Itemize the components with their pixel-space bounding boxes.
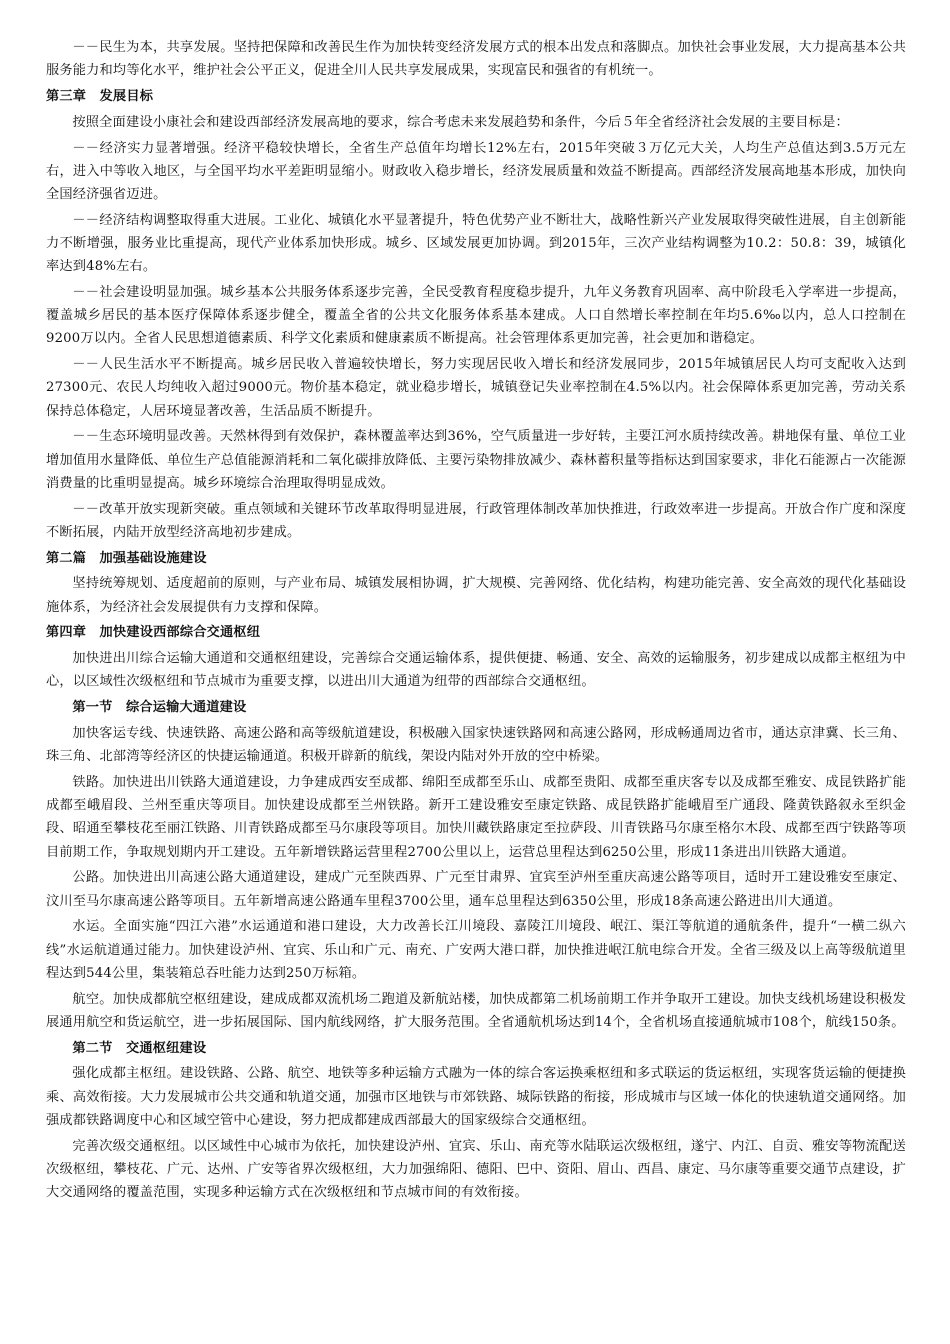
paragraph-reform-opening: －－改革开放实现新突破。重点领域和关键环节改革取得明显进展，行政管理体制改革加快推进，行政效率进一步提高。开放合作广度和深度不断拓展，内陆开放型经济高地初步建成。 (46, 501, 906, 540)
paragraph-social-construction: －－社会建设明显加强。城乡基本公共服务体系逐步完善，全民受教育程度稳步提升，九年义务教育巩固率、高中阶段毛入学率进一步提高，覆盖城乡居民的基本医疗保障体系逐步健全，覆盖全省的公共文化服务体系基本建成。人口自然增长率控制在年均5.6‰以内，总人口控制在9200万以内。全省人民思想道德素质、科学文化素质和健康素质不断提高。社会管理体系更加完善，社会更加和谐稳定。 (46, 285, 906, 347)
paragraph-ecology: －－生态环境明显改善。天然林得到有效保护，森林覆盖率达到36%，空气质量进一步好转，主要江河水质持续改善。耕地保有量、单位工业增加值用水量降低、单位生产总值能源消耗和二氧化碳排放降低、主要污染物排放减少、森林蓄积量等指标达到国家要求，非化石能源占一次能源消费量的比重明显提高。城乡环境综合治理取得明显成效。 (46, 429, 906, 491)
chapter-4-heading: 第四章 加快建设西部综合交通枢纽 (46, 625, 261, 641)
paragraph-secondary-hubs: 完善次级交通枢纽。以区域性中心城市为依托，加快建设泸州、宜宾、乐山、南充等水陆联运次级枢纽，遂宁、内江、自贡、雅安等物流配送次级枢纽，攀枝花、广元、达州、广安等省界次级枢纽，大力加强绵阳、德阳、巴中、资阳、眉山、西昌、康定、马尔康等重要交通节点建设，扩大交通网络的覆盖范围，实现多种运输方式在次级枢纽和节点城市间的有效衔接。 (46, 1138, 906, 1201)
section-1-heading: 第一节 综合运输大通道建设 (72, 700, 247, 716)
paragraph-economic-strength: －－经济实力显著增强。经济平稳较快增长，全省生产总值年均增长12%左右，2015年突破３万亿元大关，人均生产总值达到3.5万元左右，进入中等收入地区，与全国平均水平差距明显缩小。财政收入稳步增长，经济发展质量和效益不断提高。西部经济发展高地基本形成，加快向全国经济强省迈进。 (46, 140, 906, 202)
paragraph-railway: 铁路。加快进出川铁路大通道建设，力争建成西安至成都、绵阳至成都至乐山、成都至贵阳、成都至重庆客专以及成都至雅安、成昆铁路扩能成都至峨眉段、兰州至重庆等项目。加快建设成都至兰州铁路。新开工建设雅安至康定铁路、成昆铁路扩能峨眉至广通段、隆黄铁路叙永至织金段、昭通至攀枝花至丽江铁路、川青铁路成都至马尔康段等项目。加快川藏铁路康定至拉萨段、川青铁路马尔康至格尔木段、成都至西宁铁路等项目前期工作，争取规划期内开工建设。五年新增铁路运营里程2700公里以上，运营总里程达到6250公里，形成11条进出川铁路大通道。 (46, 775, 906, 860)
paragraph-chengdu-hub: 强化成都主枢纽。建设铁路、公路、航空、地铁等多种运输方式融为一体的综合客运换乘枢纽和多式联运的货运枢纽，实现客货运输的便捷换乘、高效衔接。大力发展城市公共交通和轨道交通，加强市区地铁与市郊铁路、城际铁路的衔接，形成城市与区域一体化的快速轨道交通网络。加强成都铁路调度中心和区域空管中心建设，努力把成都建成西部最大的国家级综合交通枢纽。 (46, 1066, 906, 1128)
paragraph-people-first: －－民生为本，共享发展。坚持把保障和改善民生作为加快转变经济发展方式的根本出发点和落脚点。加快社会事业发展，大力提高基本公共服务能力和均等化水平，维护社会公平正义，促进全川人民共享发展成果，实现富民和强省的有机统一。 (46, 40, 906, 79)
paragraph-infrastructure-intro: 坚持统筹规划、适度超前的原则，与产业布局、城镇发展相协调，扩大规模、完善网络、优化结构，构建功能完善、安全高效的现代化基础设施体系，为经济社会发展提供有力支撑和保障。 (46, 576, 906, 615)
paragraph-highway: 公路。加快进出川高速公路大通道建设，建成广元至陕西界、广元至甘肃界、宜宾至泸州至重庆高速公路等项目，适时开工建设雅安至康定、汶川至马尔康高速公路等项目。五年新增高速公路通车里程3700公里，通车总里程达到6350公里，形成18条高速公路进出川大通道。 (46, 870, 906, 909)
paragraph-aviation: 航空。加快成都航空枢纽建设，建成成都双流机场二跑道及新航站楼，加快成都第二机场前期工作并争取开工建设。加快支线机场建设积极发展通用航空和货运航空，进一步拓展国际、国内航线网络，扩大服务范围。全省通航机场达到14个，全省机场直接通航城市108个，航线150条。 (46, 991, 906, 1030)
part-2-heading: 第二篇 加强基础设施建设 (46, 550, 207, 566)
chapter-3-heading: 第三章 发展目标 (46, 89, 154, 104)
paragraph-living-standards: －－人民生活水平不断提高。城乡居民收入普遍较快增长，努力实现居民收入增长和经济发展同步，2015年城镇居民人均可支配收入达到27300元、农民人均纯收入超过9000元。物价基本稳定，就业稳步增长，城镇登记失业率控制在4.5%以内。社会保障体系更加完善，劳动关系保持总体稳定，人居环境显著改善，生活品质不断提升。 (46, 357, 906, 419)
paragraph-waterway: 水运。全面实施“四江六港”水运通道和港口建设，大力改善长江川境段、嘉陵江川境段、岷江、渠江等航道的通航条件，提升“一横二纵六线”水运航道通过能力。加快建设泸州、宜宾、乐山和广元、南充、广安两大港口群，加快推进岷江航电综合开发。全省三级及以上高等级航道里程达到544公里，集装箱总吞吐能力达到250万标箱。 (46, 919, 906, 981)
section-2-heading: 第二节 交通枢纽建设 (72, 1040, 207, 1056)
paragraph-corridor-intro: 加快客运专线、快速铁路、高速公路和高等级航道建设，积极融入国家快速铁路网和高速公路网，形成畅通周边省市，通达京津冀、长三角、珠三角、北部湾等经济区的快捷运输通道。积极开辟新的航线，架设内陆对外开放的空中桥梁。 (46, 726, 906, 765)
paragraph-goals-intro: 按照全面建设小康社会和建设西部经济发展高地的要求，综合考虑未来发展趋势和条件，今后５年全省经济社会发展的主要目标是： (72, 114, 849, 130)
paragraph-structural-adjustment: －－经济结构调整取得重大进展。工业化、城镇化水平显著提升，特色优势产业不断壮大，战略性新兴产业发展取得突破性进展，自主创新能力不断增强，服务业比重提高，现代产业体系加快形成。城乡、区域发展更加协调。到2015年，三次产业结构调整为10.2：50.8：39，城镇化率达到48%左右。 (46, 212, 906, 275)
paragraph-transport-hub-intro: 加快进出川综合运输大通道和交通枢纽建设，完善综合交通运输体系，提供便捷、畅通、安全、高效的运输服务，初步建成以成都主枢纽为中心，以区域性次级枢纽和节点城市为重要支撑，以进出川大通道为纽带的西部综合交通枢纽。 (46, 651, 906, 690)
